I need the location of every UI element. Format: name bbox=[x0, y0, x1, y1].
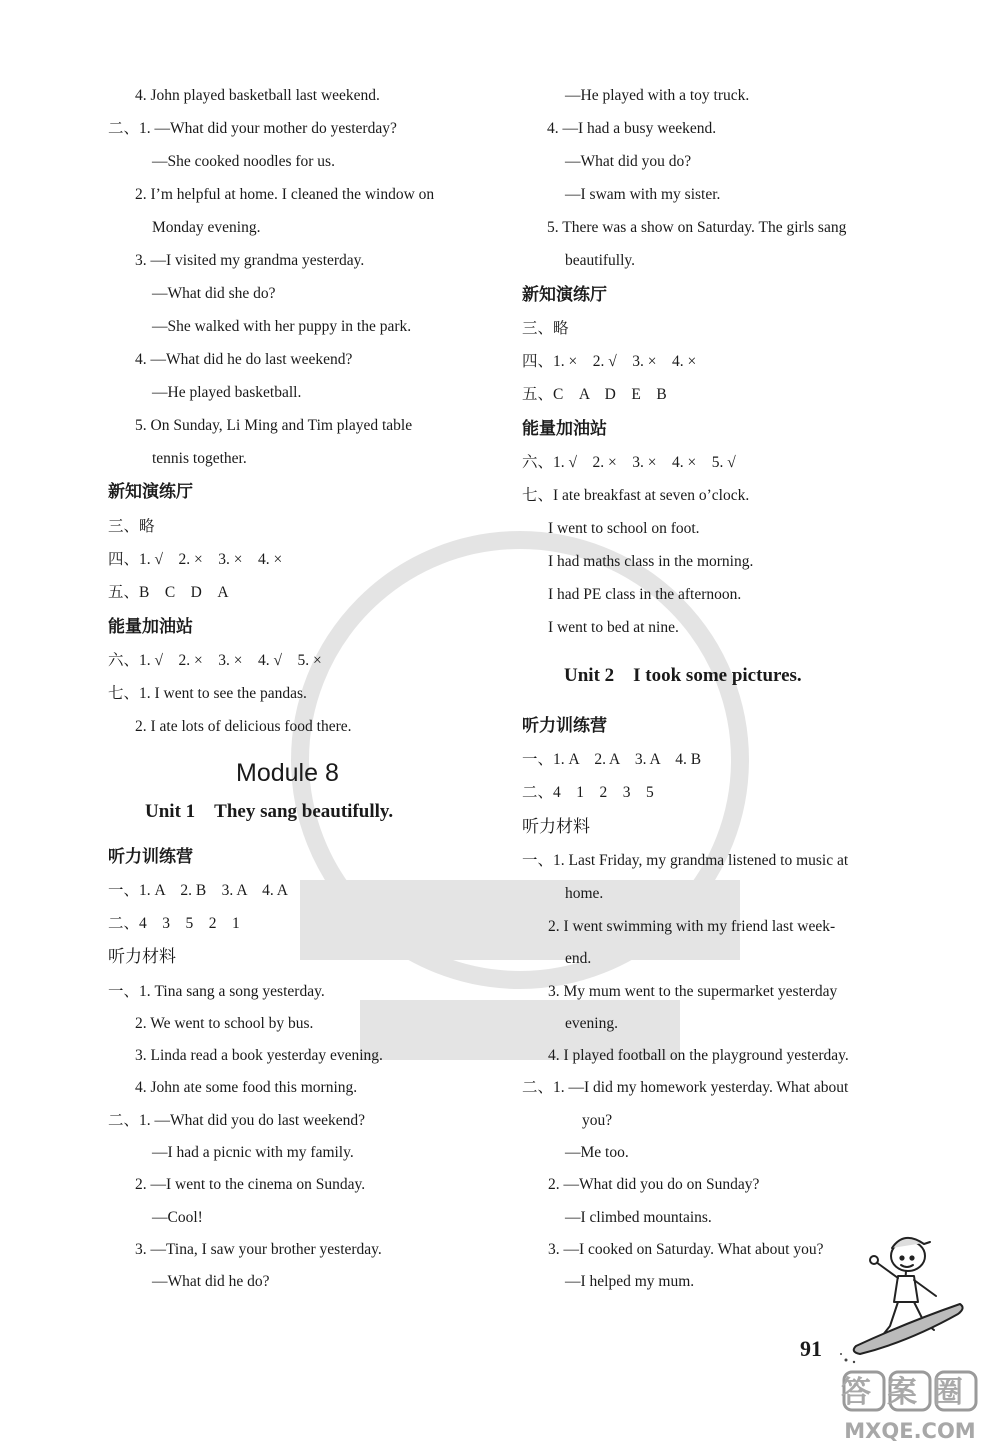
section-heading: 听力训练营 bbox=[108, 847, 193, 867]
answer-line: evening. bbox=[565, 1015, 618, 1032]
unit-title: Unit 2 I took some pictures. bbox=[564, 665, 802, 686]
answer-line: —What did you do? bbox=[565, 153, 692, 170]
answer-line: —I helped my mum. bbox=[565, 1273, 695, 1290]
answer-line: you? bbox=[582, 1112, 613, 1129]
answer-line: 5. On Sunday, Li Ming and Tim played table bbox=[135, 417, 413, 434]
answer-line: 2. I’m helpful at home. I cleaned the window on bbox=[135, 186, 435, 203]
answer-line: —What did she do? bbox=[152, 285, 276, 302]
answer-line: 3. —I cooked on Saturday. What about you? bbox=[548, 1241, 824, 1258]
answer-line: 一、1. Last Friday, my grandma listened to music at bbox=[522, 852, 849, 869]
answer-line: 4. —What did he do last weekend? bbox=[135, 351, 353, 368]
answer-line: 五、C A D E B bbox=[522, 386, 667, 403]
answer-line: 4. John ate some food this morning. bbox=[135, 1079, 358, 1096]
answer-line: 一、1. A 2. A 3. A 4. B bbox=[522, 751, 702, 768]
answer-line: Monday evening. bbox=[152, 219, 261, 236]
answer-line: 二、1. —I did my homework yesterday. What about bbox=[522, 1079, 849, 1096]
section-heading: 能量加油站 bbox=[108, 617, 193, 637]
answer-line: 二、4 1 2 3 5 bbox=[522, 784, 654, 801]
answer-line: 二、1. —What did your mother do yesterday? bbox=[108, 120, 397, 137]
answer-line: 4. I played football on the playground yesterday. bbox=[548, 1047, 849, 1064]
answer-line: —Cool! bbox=[152, 1209, 203, 1226]
section-heading: 听力材料 bbox=[522, 817, 590, 837]
answer-line: 二、1. —What did you do last weekend? bbox=[108, 1112, 365, 1129]
skater-mascot-illustration bbox=[838, 1218, 968, 1368]
answer-line: —She walked with her puppy in the park. bbox=[152, 318, 412, 335]
answer-line: I went to school on foot. bbox=[548, 520, 700, 537]
answer-line: I had PE class in the afternoon. bbox=[548, 586, 742, 603]
answer-line: 2. —I went to the cinema on Sunday. bbox=[135, 1176, 366, 1193]
answer-line: 5. There was a show on Saturday. The girls sang bbox=[547, 219, 847, 236]
answer-line: 五、B C D A bbox=[108, 584, 229, 601]
answer-line: —Me too. bbox=[565, 1144, 629, 1161]
answer-line: 2. I ate lots of delicious food there. bbox=[135, 718, 352, 735]
answer-line: —I swam with my sister. bbox=[565, 186, 721, 203]
answer-line: 六、1. √ 2. × 3. × 4. √ 5. × bbox=[108, 652, 322, 669]
answer-line: 3. —I visited my grandma yesterday. bbox=[135, 252, 365, 269]
answer-line: end. bbox=[565, 950, 592, 967]
answer-line: 3. Linda read a book yesterday evening. bbox=[135, 1047, 383, 1064]
watermark-logo bbox=[838, 1368, 988, 1444]
answer-line: —He played basketball. bbox=[152, 384, 302, 401]
answer-line: 七、1. I went to see the pandas. bbox=[108, 685, 307, 702]
answer-line: 三、略 bbox=[522, 320, 569, 337]
answer-line: —I climbed mountains. bbox=[565, 1209, 712, 1226]
answer-line: 一、1. Tina sang a song yesterday. bbox=[108, 983, 325, 1000]
answer-line: 六、1. √ 2. × 3. × 4. × 5. √ bbox=[522, 454, 736, 471]
answer-line: I went to bed at nine. bbox=[548, 619, 679, 636]
answer-line: 3. —Tina, I saw your brother yesterday. bbox=[135, 1241, 382, 1258]
answer-line: home. bbox=[565, 885, 604, 902]
page-number: 91 bbox=[800, 1336, 822, 1361]
section-heading: 听力训练营 bbox=[522, 716, 607, 736]
section-heading: 能量加油站 bbox=[522, 419, 607, 439]
answer-line: 3. My mum went to the supermarket yesterday bbox=[548, 983, 838, 1000]
watermark-text-url: MXQE.COM bbox=[844, 1419, 976, 1443]
section-heading: 听力材料 bbox=[108, 947, 176, 967]
answer-line: 2. We went to school by bus. bbox=[135, 1015, 314, 1032]
answer-line: 4. —I had a busy weekend. bbox=[547, 120, 717, 137]
answer-line: tennis together. bbox=[152, 450, 247, 467]
answer-line: 二、4 3 5 2 1 bbox=[108, 915, 240, 932]
answer-line: —He played with a toy truck. bbox=[565, 87, 750, 104]
answer-line: —What did he do? bbox=[152, 1273, 270, 1290]
section-heading: 新知演练厅 bbox=[522, 285, 607, 305]
answer-line: 2. —What did you do on Sunday? bbox=[548, 1176, 760, 1193]
answer-line: 四、1. × 2. √ 3. × 4. × bbox=[522, 353, 697, 370]
answer-line: beautifully. bbox=[565, 252, 636, 269]
answer-line: 三、略 bbox=[108, 518, 155, 535]
module-title: Module 8 bbox=[236, 759, 339, 787]
answer-line: 七、I ate breakfast at seven o’clock. bbox=[522, 487, 750, 504]
answer-line: 一、1. A 2. B 3. A 4. A bbox=[108, 882, 288, 899]
answer-line: 四、1. √ 2. × 3. × 4. × bbox=[108, 551, 283, 568]
answer-line: 2. I went swimming with my friend last week- bbox=[548, 918, 836, 935]
answer-line: —She cooked noodles for us. bbox=[152, 153, 335, 170]
answer-line: I had maths class in the morning. bbox=[548, 553, 754, 570]
unit-title: Unit 1 They sang beautifully. bbox=[145, 801, 394, 822]
section-heading: 新知演练厅 bbox=[108, 482, 193, 502]
answer-line: —I had a picnic with my family. bbox=[152, 1144, 354, 1161]
watermark-text-cn: 答案圈 bbox=[841, 1375, 979, 1410]
answer-line: 4. John played basketball last weekend. bbox=[135, 87, 380, 104]
